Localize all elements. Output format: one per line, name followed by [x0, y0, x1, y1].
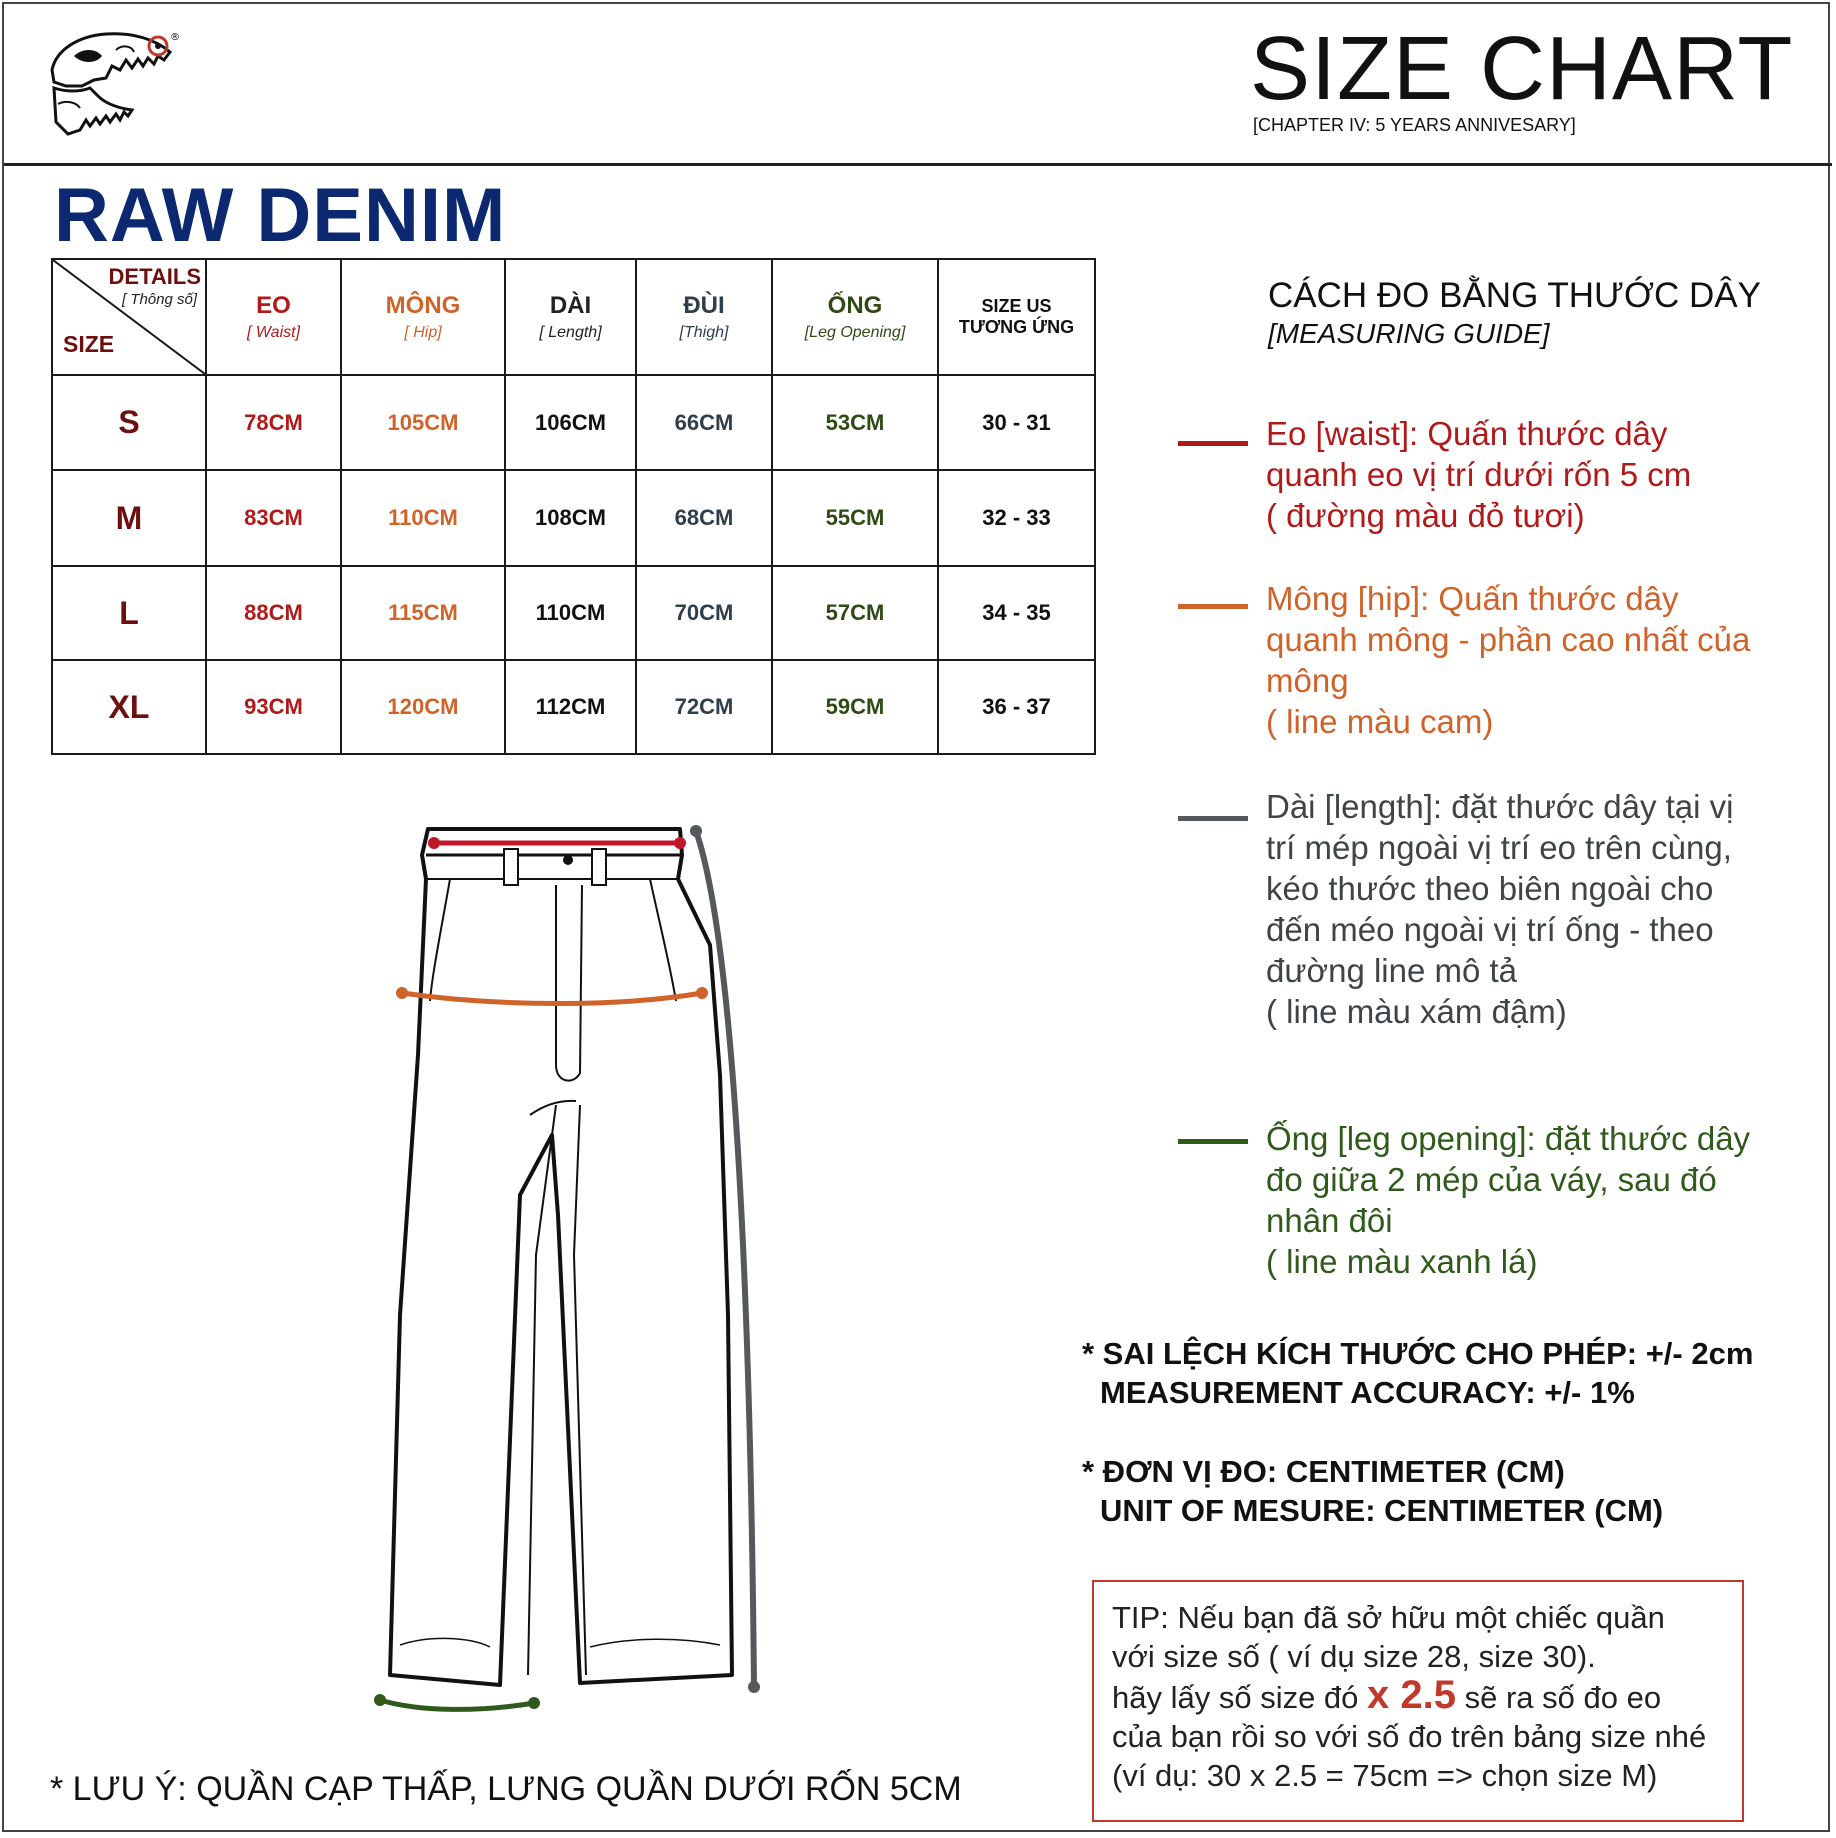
- col-length-label: DÀI: [549, 291, 592, 319]
- svg-text:®: ®: [170, 32, 180, 43]
- tip-line5: (ví dụ: 30 x 2.5 = 75cm => chọn size M): [1112, 1758, 1658, 1793]
- cell-length: 110CM: [505, 566, 636, 660]
- col-header-waist: [206, 259, 341, 375]
- guide-item-length: [1266, 786, 1806, 1032]
- cell-leg-opening: 53CM: [772, 375, 938, 470]
- cell-us-size: 32 - 33: [938, 470, 1095, 566]
- guide-length-line1: Dài [length]: đặt thước dây tại vị: [1266, 788, 1734, 825]
- row-size-label: L: [52, 566, 206, 660]
- cell-hip: 110CM: [341, 470, 505, 566]
- size-chart-title: SIZE CHART: [1250, 19, 1794, 119]
- corner-size-label: SIZE: [63, 331, 115, 357]
- guide-subtitle: [MEASURING GUIDE]: [1268, 318, 1550, 349]
- cell-thigh: 70CM: [636, 566, 772, 660]
- table-row: [52, 566, 1095, 660]
- guide-waist-line1: Eo [waist]: Quấn thước dây: [1266, 415, 1668, 452]
- guide-waist-line3: ( đường màu đỏ tươi): [1266, 497, 1585, 534]
- col-length-sub: [ Length]: [539, 324, 602, 342]
- cell-us-size: 30 - 31: [938, 375, 1095, 470]
- col-leg-opening-sub: [Leg Opening]: [804, 324, 906, 342]
- length-legend-line: [1178, 816, 1248, 821]
- row-size-label: XL: [52, 660, 206, 754]
- cell-leg-opening: 57CM: [772, 566, 938, 660]
- waist-legend-line: [1178, 441, 1248, 446]
- leg-opening-legend-line: [1178, 1139, 1248, 1144]
- col-thigh-label: ĐÙI: [683, 291, 725, 319]
- guide-leg-line2: đo giữa 2 mép của váy, sau đó: [1266, 1161, 1717, 1198]
- tip-multiplier: x 2.5: [1367, 1673, 1456, 1717]
- size-table: [51, 258, 1096, 755]
- tip-line3: [1112, 1673, 1724, 1717]
- guide-hip-line2: quanh mông - phần cao nhất của: [1266, 621, 1751, 658]
- guide-length-line4: đến méo ngoài vị trí ống - theo: [1266, 911, 1714, 948]
- pants-measurement-illustration: [360, 815, 780, 1715]
- cell-thigh: 68CM: [636, 470, 772, 566]
- col-header-leg-opening: [772, 259, 938, 375]
- cell-hip: 105CM: [341, 375, 505, 470]
- col-header-length: [505, 259, 636, 375]
- table-row: [52, 470, 1095, 566]
- dinosaur-skull-logo-icon: [46, 26, 186, 150]
- hip-legend-line: [1178, 604, 1248, 609]
- guide-length-line3: kéo thước theo biên ngoài cho: [1266, 870, 1714, 907]
- guide-leg-line3: nhân đôi: [1266, 1202, 1393, 1239]
- col-header-thigh: [636, 259, 772, 375]
- accuracy-line1: * SAI LỆCH KÍCH THƯỚC CHO PHÉP: +/- 2cm: [1082, 1336, 1754, 1371]
- table-corner-cell: [52, 259, 206, 375]
- guide-length-line2: trí mép ngoài vị trí eo trên cùng,: [1266, 829, 1732, 866]
- table-row: [52, 660, 1095, 754]
- guide-length-line5: đường line mô tả: [1266, 952, 1518, 989]
- guide-leg-line1: Ống [leg opening]: đặt thước dây: [1266, 1120, 1751, 1157]
- col-us-size-line1: SIZE US: [981, 296, 1052, 317]
- tip-box: [1092, 1580, 1744, 1822]
- cell-waist: 93CM: [206, 660, 341, 754]
- cell-waist: 88CM: [206, 566, 341, 660]
- guide-length-line6: ( line màu xám đậm): [1266, 993, 1567, 1030]
- tip-line1: TIP: Nếu bạn đã sở hữu một chiếc quần: [1112, 1600, 1665, 1635]
- low-rise-note: * LƯU Ý: QUẦN CẠP THẤP, LƯNG QUẦN DƯỚI RỐN 5CM: [50, 1770, 962, 1808]
- header-divider: [4, 163, 1832, 166]
- col-header-hip: [341, 259, 505, 375]
- guide-hip-line4: ( line màu cam): [1266, 703, 1494, 740]
- unit-note: [1082, 1452, 1663, 1530]
- cell-thigh: 72CM: [636, 660, 772, 754]
- col-hip-sub: [ Hip]: [404, 324, 442, 342]
- unit-line2: UNIT OF MESURE: CENTIMETER (CM): [1100, 1493, 1664, 1528]
- guide-item-leg-opening: [1266, 1118, 1806, 1282]
- col-leg-opening-label: ỐNG: [827, 291, 883, 319]
- table-row: [52, 375, 1095, 470]
- table-header-row: [52, 259, 1095, 375]
- cell-us-size: 34 - 35: [938, 566, 1095, 660]
- corner-details-vn-label: [ Thông số]: [121, 291, 197, 308]
- tip-line4: của bạn rồi so với số đo trên bảng size nhé: [1112, 1719, 1707, 1754]
- tip-line2: với size số ( ví dụ size 28, size 30).: [1112, 1639, 1596, 1674]
- guide-waist-line2: quanh eo vị trí dưới rốn 5 cm: [1266, 456, 1692, 493]
- col-us-size-line2: TƯƠNG ỨNG: [958, 317, 1075, 337]
- size-chart-subtitle: [CHAPTER IV: 5 YEARS ANNIVESARY]: [1253, 115, 1576, 135]
- col-waist-sub: [ Waist]: [246, 324, 301, 342]
- cell-waist: 83CM: [206, 470, 341, 566]
- accuracy-line2: MEASUREMENT ACCURACY: +/- 1%: [1100, 1375, 1635, 1410]
- col-hip-label: MÔNG: [385, 291, 461, 319]
- guide-item-waist: [1266, 413, 1806, 536]
- guide-hip-line1: Mông [hip]: Quấn thước dây: [1266, 580, 1679, 617]
- cell-waist: 78CM: [206, 375, 341, 470]
- corner-details-label: DETAILS: [108, 264, 201, 289]
- tip-line3-pre: hãy lấy số size đó: [1112, 1680, 1368, 1715]
- cell-length: 106CM: [505, 375, 636, 470]
- row-size-label: S: [52, 375, 206, 470]
- col-header-us-size: [938, 259, 1095, 375]
- row-size-label: M: [52, 470, 206, 566]
- guide-title: CÁCH ĐO BẰNG THƯỚC DÂY: [1268, 276, 1761, 315]
- cell-length: 112CM: [505, 660, 636, 754]
- cell-length: 108CM: [505, 470, 636, 566]
- cell-hip: 115CM: [341, 566, 505, 660]
- tip-line3-post: sẽ ra số đo eo: [1456, 1680, 1662, 1715]
- col-thigh-sub: [Thigh]: [679, 324, 729, 342]
- guide-hip-line3: mông: [1266, 662, 1349, 699]
- cell-thigh: 66CM: [636, 375, 772, 470]
- guide-leg-line4: ( line màu xanh lá): [1266, 1243, 1538, 1280]
- guide-item-hip: [1266, 578, 1806, 742]
- cell-leg-opening: 55CM: [772, 470, 938, 566]
- cell-hip: 120CM: [341, 660, 505, 754]
- cell-leg-opening: 59CM: [772, 660, 938, 754]
- product-name: RAW DENIM: [54, 173, 507, 258]
- col-waist-label: EO: [256, 291, 291, 319]
- accuracy-note: [1082, 1334, 1753, 1412]
- unit-line1: * ĐƠN VỊ ĐO: CENTIMETER (CM): [1082, 1454, 1565, 1489]
- cell-us-size: 36 - 37: [938, 660, 1095, 754]
